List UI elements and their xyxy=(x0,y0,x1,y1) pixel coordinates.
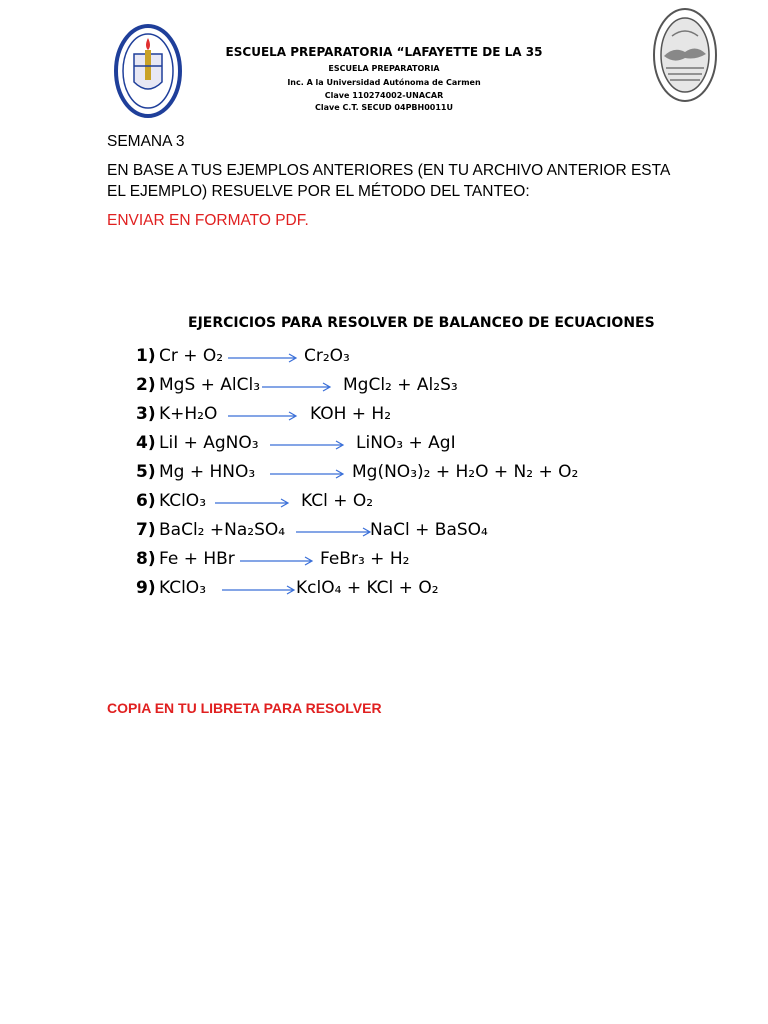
equation-products: NaCl + BaSO₄ xyxy=(370,520,488,540)
equation-number: 1) xyxy=(136,346,156,366)
equation-number: 9) xyxy=(136,578,156,598)
equation-products: MgCl₂ + Al₂S₃ xyxy=(343,375,458,395)
equation-number: 2) xyxy=(136,375,156,395)
reaction-arrow-icon xyxy=(262,381,332,393)
equation-number: 5) xyxy=(136,462,156,482)
equation-reactants: KClO₃ xyxy=(159,491,207,511)
equation-row xyxy=(0,375,768,403)
instruction-line-1: EN BASE A TUS EJEMPLOS ANTERIORES (EN TU ARCHIVO ANTERIOR ESTA xyxy=(107,162,671,179)
equation-row xyxy=(0,462,768,490)
equation-row xyxy=(0,549,768,577)
exercises-title: EJERCICIOS PARA RESOLVER DE BALANCEO DE ECUACIONES xyxy=(188,315,655,331)
equation-reactants: Fe + HBr xyxy=(159,549,235,569)
equation-number: 3) xyxy=(136,404,156,424)
reaction-arrow-icon xyxy=(270,439,345,451)
equation-row xyxy=(0,578,768,606)
school-title: ESCUELA PREPARATORIA “LAFAYETTE DE LA 35 xyxy=(225,45,543,59)
equation-row xyxy=(0,491,768,519)
equation-number: 8) xyxy=(136,549,156,569)
equation-number: 6) xyxy=(136,491,156,511)
equation-products: KCl + O₂ xyxy=(301,491,374,511)
equation-reactants: LiI + AgNO₃ xyxy=(159,433,259,453)
equation-products: Mg(NO₃)₂ + H₂O + N₂ + O₂ xyxy=(352,462,579,482)
copy-notebook-note: COPIA EN TU LIBRETA PARA RESOLVER xyxy=(107,700,382,716)
reaction-arrow-icon xyxy=(270,468,345,480)
equation-row xyxy=(0,520,768,548)
header-line-4: Clave 110274002-UNACAR xyxy=(324,91,444,100)
equation-products: FeBr₃ + H₂ xyxy=(320,549,410,569)
equation-number: 7) xyxy=(136,520,156,540)
reaction-arrow-icon xyxy=(222,584,296,596)
header-line-2: ESCUELA PREPARATORIA xyxy=(328,64,440,73)
equation-reactants: MgS + AlCl₃ xyxy=(159,375,261,395)
send-pdf-note: ENVIAR EN FORMATO PDF. xyxy=(107,212,309,229)
reaction-arrow-icon xyxy=(228,352,298,364)
instruction-line-2: EL EJEMPLO) RESUELVE POR EL MÉTODO DEL TANTEO: xyxy=(107,183,530,200)
equation-reactants: Cr + O₂ xyxy=(159,346,224,366)
equation-reactants: BaCl₂ +Na₂SO₄ xyxy=(159,520,286,540)
equation-row xyxy=(0,346,768,374)
equation-reactants: Mg + HNO₃ xyxy=(159,462,256,482)
reaction-arrow-icon xyxy=(215,497,290,509)
equation-products: LiNO₃ + AgI xyxy=(356,433,456,453)
equation-reactants: KClO₃ xyxy=(159,578,207,598)
equation-row xyxy=(0,404,768,432)
equation-products: KOH + H₂ xyxy=(310,404,392,424)
equation-row xyxy=(0,433,768,461)
reaction-arrow-icon xyxy=(296,526,372,538)
week-label: SEMANA 3 xyxy=(107,133,185,150)
equation-number: 4) xyxy=(136,433,156,453)
reaction-arrow-icon xyxy=(228,410,298,422)
header-line-5: Clave C.T. SECUD 04PBH0011U xyxy=(315,103,453,112)
equation-products: Cr₂O₃ xyxy=(304,346,350,366)
header-line-3: Inc. A la Universidad Autónoma de Carmen xyxy=(287,78,481,87)
equation-products: KclO₄ + KCl + O₂ xyxy=(296,578,439,598)
reaction-arrow-icon xyxy=(240,555,314,567)
equation-reactants: K+H₂O xyxy=(159,404,218,424)
